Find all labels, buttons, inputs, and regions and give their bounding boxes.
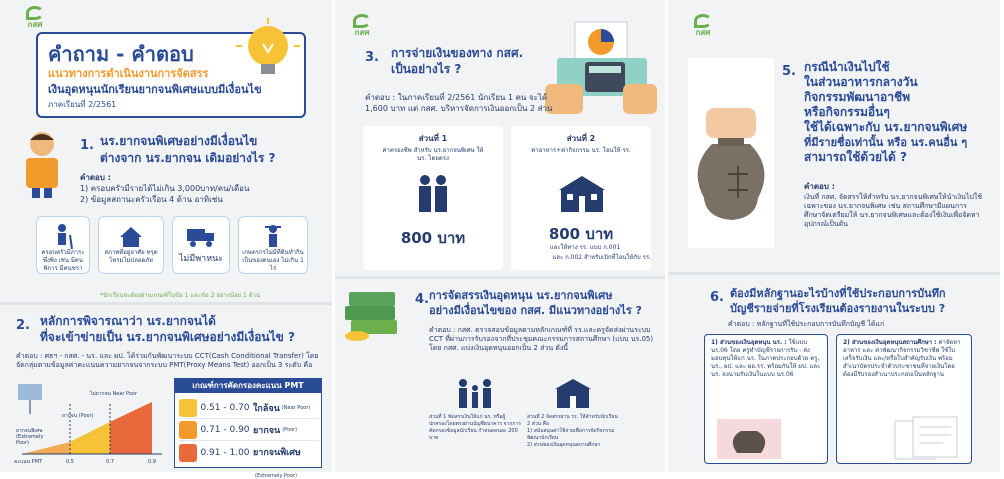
q1-number: 1. [80, 138, 94, 153]
q1-answer-2: 2) ข้อมูลสถานะครัวเรือน 4 ด้าน อาทิเช่น [80, 195, 223, 204]
pmt-row-sub: (Near Poor) [281, 404, 311, 411]
condition-label-4: เกษตรกรไม่มีที่ดินทำกินเป็นของตนเอง ไม่เกิน 1 ไร่ [242, 249, 304, 272]
q3-part2-desc: ค่าอาหาร+ค่ากิจกรรม นร. โอนให้ รร. [531, 147, 631, 154]
subtitle-line1: แนวทางการดำเนินงานการจัดสรร [48, 67, 209, 80]
q6-number: 6. [710, 290, 724, 305]
parent-child-icon [413, 174, 453, 214]
divider [0, 302, 332, 305]
pmt-table [174, 378, 322, 479]
school-icon [553, 378, 593, 410]
condition-label-1: ครอบครัวมีภาระพึ่งพิง เช่น มีคนพิการ มีคนชรา [41, 249, 85, 272]
q4-question [415, 288, 655, 317]
q6-evidence-card-2 [836, 334, 972, 464]
pmt-row-label: ยากจนพิเศษ [253, 447, 301, 458]
q5-lines [804, 60, 1004, 165]
q4-line1: การจัดสรรเงินอุดหนุน นร.ยากจนพิเศษ [429, 289, 613, 302]
q3-part1-card [363, 126, 503, 270]
q2-line1: หลักการพิจารณาว่า นร.ยากจนได้ [40, 314, 216, 328]
q6-answer: คำตอบ : หลักฐานที่ใช้ประกอบการบันทึกบัญชี ได้แก่ [728, 320, 885, 328]
truck-icon [186, 223, 216, 249]
pmt-row-range: 0.71 - 0.90 [200, 424, 250, 435]
q5-line6: ที่มีรายชื่อเท่านั้น หรือ นร.คนอื่น ๆ [804, 136, 968, 149]
receipt-documents-icon [891, 417, 961, 461]
q3-line2: เป็นอย่างไร ? [391, 62, 462, 76]
lightbulb-icon [236, 16, 300, 86]
divider [335, 276, 665, 279]
q5-line1: กรณีนำเงินไปใช้ [804, 60, 890, 74]
logo-text: กสศ [695, 28, 711, 37]
elderly-icon [50, 223, 76, 249]
panel-left [0, 0, 332, 479]
condition-card-land [238, 216, 308, 274]
q5-line3: กิจกรรมพัฒนาอาชีพ [804, 90, 911, 104]
q5-question [782, 60, 992, 164]
q5-answer-label: คำตอบ : [804, 182, 835, 191]
school-building-icon [557, 174, 607, 214]
q2-answer: คำตอบ : ศธฯ - กสศ. - นร. และ ผป. ได้ร่วมกันพัฒนาระบบ CCT(Cash Conditional Transfer) โดยจัดกลุ่มตามข้อมูลค่าคะแนนความยากจนจากระบบ PMT(Proxy Means Test) ออกเป็น 3 ระดับ คือ [16, 352, 319, 369]
ramp-label-poor: ยากจน (Poor) [62, 413, 94, 419]
q3-part1-desc: ค่าครองชีพ สำหรับ นร.ยากจนพิเศษ ให้ นร. โดยตรง [382, 147, 484, 162]
logo-text: กสศ [354, 28, 370, 37]
logo-text: กสศ [27, 20, 43, 29]
money-bag-icon [717, 419, 781, 459]
q1-answer [80, 172, 320, 205]
q5-line5: ใช้ได้เฉพาะกับ นร.ยากจนพิเศษ [804, 120, 968, 134]
q3-answer: คำตอบ : ในภาคเรียนที่ 2/2561 นักเรียน 1 คน จะได้ 1,600 บาท แต่ กสศ. บริหารจัดการเงินออกเป็น 2 ส่วน [365, 93, 553, 113]
q4-part2-item1: 1) สนับสนุนค่าใช้จ่ายเพื่อการจัดกิจกรรมพัฒนานักเรียน [527, 428, 615, 441]
q3-part2-note2: และ ก.002 สำหรับเบิกที่โอนให้กับ รร. [552, 254, 651, 261]
q3-part2-title: ส่วนที่ 2 [566, 134, 596, 143]
q6-line2: บัญชีรายจ่ายที่โรงเรียนต้องรายงานในระบบ ? [730, 302, 946, 315]
condition-label-3: ไม่มีพาหนะ [178, 254, 224, 264]
q2-line2: ที่จะเข้าข่ายเป็น นร.ยากจนพิเศษอย่างมีเงื่อนไข ? [40, 330, 296, 344]
q6-col2-title: 2) ส่วนของเงินอุดหนุนสถานศึกษา : [843, 339, 937, 346]
pmt-table-rows [179, 397, 319, 479]
logo-swirl-icon [694, 14, 712, 28]
pmt-row-range: 0.51 - 0.70 [200, 402, 250, 413]
q6-col1-title: 1) ส่วนของเงินอุดหนุน นร. : [711, 339, 787, 346]
ramp-tick-3: 0.9 [148, 459, 156, 465]
pmt-table-title: เกณฑ์การคัดกรองคะแนน PMT [175, 379, 321, 393]
q1-line1: นร.ยากจนพิเศษอย่างมีเงื่อนไข [100, 134, 258, 148]
q6-col1-text: ใช้แบบ นร.06 โดย ครูทำบัญชีรายการรับ - ส่งมอบทุนให้แก่ นร. ในภาคประกอบด้วย ครู, นร., ผป. และ ผอ.รร. พร้อมกันให้ ผป. และ นร. ลงนามรับเงินในแบบ นร.06 [711, 339, 821, 378]
q5-answer-text: เงินที่ กสศ. จัดสรรให้สำหรับ นร.ยากจนพิเศษให้นำเงินไปใช้เฉพาะของ นร.ยากจนพิเศษ เช่น สถานศึกษามีแผนการศึกษาจัดเตรียมให้ นร.ยากจนพิเศษและต้องใช้เงินเพื่อจัดหาอุปกรณ์เป็นต้น [804, 193, 983, 228]
q1-answer-1: 1) ครอบครัวมีรายได้ไม่เกิน 3,000บาท/คน/เดือน [80, 184, 250, 193]
q6-col2 [837, 335, 971, 383]
q2-number: 2. [16, 318, 30, 333]
money-stack-icon [341, 286, 403, 344]
agency-logo [353, 14, 371, 37]
condition-label-2: สภาพที่อยู่อาศัย ทรุดโทรมไม่ปลอดภัย [104, 249, 158, 264]
q6-line1: ต้องมีหลักฐานอะไรบ้างที่ใช้ประกอบการบันทึก [730, 287, 946, 300]
ramp-tick-2: 0.7 [106, 459, 114, 465]
q4-part2-intro: ส่วนที่ 2 จัดสรรผ่าน รร. ให้สำหรับนักเรียน 2 ส่วน คือ [527, 414, 618, 427]
condition-card-vehicle [172, 216, 230, 274]
q5-number: 5. [782, 64, 796, 79]
q4-answer: คำตอบ : กสศ. ตรวจสอบข้อมูลตามหลักเกณฑ์ที่ รร.และครูจัดส่งผ่านระบบ CCT ที่ผ่านการรับรองจากที่ประชุมคณะกรรมการสถานศึกษา (แบบ นร.05) โดย กสศ. แบ่งเงินอุดหนุนออกเป็น 2 ส่วน ดังนี้ [429, 326, 654, 352]
row-figure-icon [179, 444, 197, 462]
ramp-label-extreme: ยากจนพิเศษ (Extremely Poor) [16, 428, 44, 446]
pmt-row-label: ใกล้จน [253, 403, 280, 414]
q5-answer [804, 180, 984, 229]
agency-logo [694, 14, 712, 37]
q1-note: *นักเรียนจะต้องผ่านเกณฑ์ในข้อ 1 และข้อ 2 อย่างน้อย 1 ด้าน [99, 292, 261, 299]
q3-part2-note1: และให้ทาง รร. แบบ ก.001 [549, 244, 621, 251]
q4-part1: ส่วนที่ 1 ขัดสรรเงินให้แก่ นร. หรือผู้ปกครองโดยตรงผ่านบัญชีธนาคาร จากการคัดกรองข้อมูลนักเรียน กำหนดคนละ 200 บาท [429, 414, 521, 441]
condition-card-dependents [36, 216, 90, 274]
q6-evidence-card-1 [704, 334, 828, 464]
q3-line1: การจ่ายเงินของทาง กสศ. [391, 46, 524, 60]
ramp-tick-1: 0.5 [66, 459, 74, 465]
student-icon [14, 128, 70, 198]
q6-col1 [705, 335, 827, 383]
term-label: ภาคเรียนที่ 2/2561 [48, 100, 117, 109]
agency-logo [26, 6, 44, 29]
q1-line2: ต่างจาก นร.ยากจน เดิมอย่างไร ? [100, 151, 276, 165]
q4-part2 [527, 414, 621, 449]
q5-line4: หรือกิจกรรมอื่นๆ [804, 105, 890, 119]
q1-question [80, 134, 320, 165]
pmt-ramp-chart [12, 374, 168, 470]
row-figure-icon [179, 399, 197, 417]
pmt-row-label: ยากจน [253, 425, 281, 436]
panel-middle [335, 0, 665, 472]
condition-card-housing [98, 216, 164, 274]
q6-col2-text: ค่าจัดหาอาหาร และ ค่าพัฒนากิจกรรมวิชาชีพ ใช้ใบเสร็จรับเงิน และ/หรือใบสำคัญรับเงิน พร้อมสำเนาบัตรประจำตัวประชาชนที่จ่ายเงินโดยต้องมีรับรองสำเนาประกอบเป็นหลักฐาน [843, 339, 961, 378]
q2-question [16, 314, 326, 344]
q4-line2: อย่างมีเงื่อนไขของ กสศ. มีแนวทางอย่างไร ? [429, 304, 642, 317]
pmt-row-1 [179, 397, 319, 419]
family-icon [455, 378, 495, 410]
q3-part1-title: ส่วนที่ 1 [418, 134, 448, 143]
pmt-row-sub-3: (Extremely Poor) [255, 473, 297, 479]
pmt-row-range: 0.91 - 1.00 [200, 448, 250, 458]
q4-number: 4. [415, 292, 429, 307]
logo-swirl-icon [26, 6, 44, 20]
q5-line7: สามารถใช้ด้วยได้ ? [804, 150, 907, 164]
q3-number: 3. [365, 50, 379, 65]
pmt-row-3 [179, 441, 319, 465]
divider [668, 272, 1000, 275]
q5-line2: ในส่วนอาหารกลางวัน [804, 75, 918, 89]
row-figure-icon [179, 421, 197, 439]
pmt-row-2 [179, 419, 319, 441]
q4-part2-item2: 2) ส่วนของเงินอุดหนุนสถานศึกษา [527, 442, 601, 448]
q1-answer-label: คำตอบ : [80, 173, 111, 182]
subtitle-line2: เงินอุดหนุนนักเรียนยากจนพิเศษแบบมีเงื่อนไข [48, 83, 262, 96]
q3-part1-amount: 800 บาท [400, 229, 466, 247]
ramp-label-nearpoor: ไม่ยากจน Near Poor [90, 391, 138, 397]
farmer-icon [260, 223, 286, 249]
house-icon [118, 223, 144, 249]
money-bag-hand-icon [678, 48, 784, 248]
q3-part2-card [511, 126, 651, 270]
pmt-row-sub: (Poor) [282, 426, 298, 433]
ramp-axis-label: คะแนน PMT [14, 459, 43, 465]
logo-swirl-icon [353, 14, 371, 28]
q3-question [365, 46, 565, 76]
panel-right [668, 0, 1000, 472]
page-title: คำถาม - คำตอบ [48, 42, 194, 66]
q6-question [710, 286, 996, 315]
q3-part2-amount: 800 บาท [548, 225, 614, 243]
